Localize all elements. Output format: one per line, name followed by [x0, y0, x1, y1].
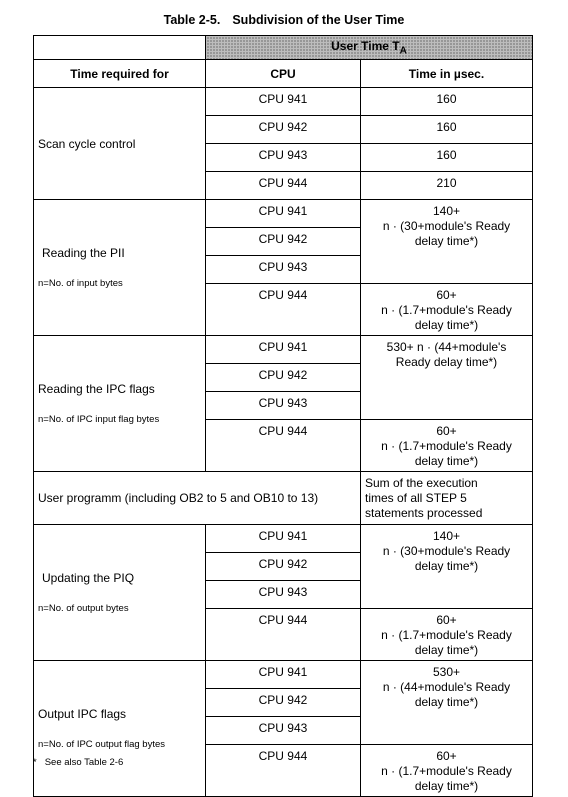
time-cell: 210 — [361, 172, 533, 200]
time-line: 140+ — [432, 529, 461, 543]
cpu-cell: CPU 944 — [206, 745, 361, 797]
time-line: n · (1.7+module's Ready — [381, 764, 512, 778]
cpu-cell: CPU 943 — [206, 581, 361, 609]
ipc-out-label: Output IPC flags — [38, 707, 127, 721]
cpu-cell: CPU 944 — [206, 420, 361, 472]
time-cell — [361, 420, 533, 472]
user-prog-label: User programm (including OB2 to 5 and OB10 to 13) — [38, 491, 319, 505]
time-line: statements processed — [365, 505, 483, 520]
time-line: n · (1.7+module's Ready — [381, 628, 512, 642]
time-cell — [361, 525, 533, 609]
cpu-cell: CPU 941 — [206, 525, 361, 553]
cpu-cell: CPU 942 — [206, 116, 361, 144]
col-header-cpu: CPU — [206, 60, 361, 88]
cpu-cell: CPU 944 — [206, 609, 361, 661]
piq-note: n=No. of output bytes — [38, 603, 129, 614]
cpu-cell: CPU 942 — [206, 228, 361, 256]
time-line: 60+ — [436, 424, 457, 438]
ipc-flags-note: n=No. of IPC input flag bytes — [38, 414, 160, 425]
col-header-time-usec: Time in µsec. — [361, 60, 533, 88]
pii-label: Reading the PII — [42, 246, 125, 260]
cpu-cell: CPU 943 — [206, 392, 361, 420]
ipc-out-note: n=No. of IPC output flag bytes — [38, 739, 166, 750]
user-time-header — [206, 36, 533, 60]
time-line: n · (44+module's Ready — [382, 680, 511, 694]
pii-note: n=No. of input bytes — [38, 278, 123, 289]
time-line: Ready delay time*) — [395, 355, 498, 369]
ipc-flags-label: Reading the IPC flags — [38, 382, 155, 396]
time-cell: 160 — [361, 144, 533, 172]
footnote-text: See also Table 2-6 — [44, 757, 124, 768]
cpu-cell: CPU 942 — [206, 553, 361, 581]
table-number: Table 2-5. — [163, 13, 221, 27]
time-line: delay time*) — [414, 643, 479, 657]
row-label-ipc-flags — [34, 336, 206, 472]
cpu-cell: CPU 943 — [206, 256, 361, 284]
time-line: times of all STEP 5 — [365, 490, 467, 505]
time-line: delay time*) — [414, 559, 479, 573]
cpu-cell: CPU 942 — [206, 689, 361, 717]
cpu-cell: CPU 941 — [206, 88, 361, 116]
row-label-piq — [34, 525, 206, 661]
time-line: 140+ — [432, 204, 461, 218]
time-cell — [361, 745, 533, 797]
cpu-cell: CPU 944 — [206, 284, 361, 336]
user-time-label: User Time T — [331, 38, 400, 53]
time-line: n · (30+module's Ready — [382, 219, 511, 233]
footnote — [33, 757, 123, 768]
cpu-cell: CPU 941 — [206, 200, 361, 228]
time-cell — [361, 472, 533, 525]
table-row — [34, 336, 533, 364]
cpu-cell: CPU 944 — [206, 172, 361, 200]
time-cell — [361, 200, 533, 284]
table-row — [34, 200, 533, 228]
time-line: n · (30+module's Ready — [382, 544, 511, 558]
time-line: 60+ — [436, 288, 457, 302]
time-line: delay time*) — [414, 234, 479, 248]
piq-label: Updating the PIQ — [42, 571, 135, 585]
row-label-pii — [34, 200, 206, 336]
row-label-scan — [34, 88, 206, 200]
time-cell — [361, 609, 533, 661]
time-cell: 160 — [361, 88, 533, 116]
time-cell — [361, 284, 533, 336]
cpu-cell: CPU 941 — [206, 661, 361, 689]
user-time-subscript: A — [399, 45, 407, 57]
col-header-time-required: Time required for — [34, 60, 206, 88]
time-cell — [361, 336, 533, 420]
table-title — [0, 13, 568, 27]
cpu-cell: CPU 942 — [206, 364, 361, 392]
scan-label: Scan cycle control — [38, 136, 136, 151]
footnote-mark: * — [33, 757, 37, 768]
time-line: 60+ — [436, 749, 457, 763]
table-row — [34, 661, 533, 689]
time-line: Sum of the execution — [365, 475, 478, 490]
cpu-cell: CPU 943 — [206, 717, 361, 745]
cpu-cell: CPU 941 — [206, 336, 361, 364]
time-cell: 160 — [361, 116, 533, 144]
row-label-ipc-out — [34, 661, 206, 797]
table-title-text: Subdivision of the User Time — [232, 13, 405, 27]
table-row — [34, 472, 533, 525]
table-row — [34, 525, 533, 553]
time-line: n · (1.7+module's Ready — [381, 303, 512, 317]
time-line: n · (1.7+module's Ready — [381, 439, 512, 453]
time-line: delay time*) — [414, 779, 479, 793]
time-line: delay time*) — [414, 318, 479, 332]
time-line: 60+ — [436, 613, 457, 627]
time-cell — [361, 661, 533, 745]
user-time-table — [33, 35, 533, 797]
time-line: delay time*) — [414, 695, 479, 709]
time-line: delay time*) — [414, 454, 479, 468]
table-row — [34, 88, 533, 116]
time-line: 530+ n · (44+module's — [386, 340, 507, 354]
time-line: 530+ — [432, 665, 461, 679]
row-label-user-prog — [34, 472, 361, 525]
cpu-cell: CPU 943 — [206, 144, 361, 172]
